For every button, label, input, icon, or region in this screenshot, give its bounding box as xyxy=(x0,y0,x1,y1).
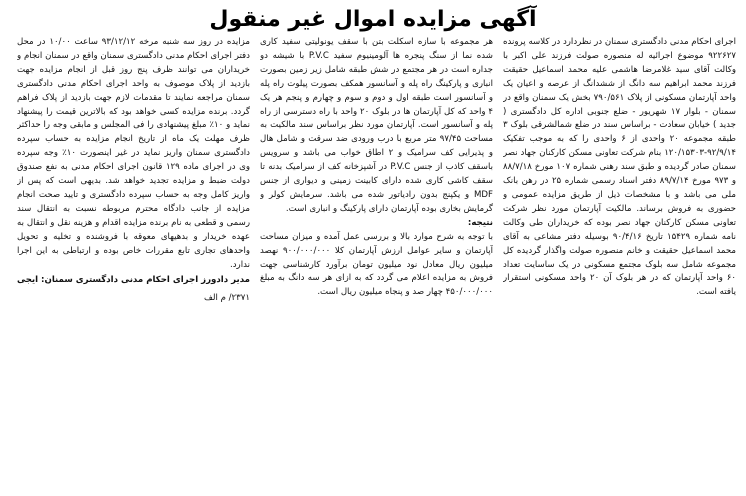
column-left xyxy=(17,36,250,486)
result-heading: نتیجه: xyxy=(467,217,493,228)
notice-title: آگهی مزایده اموال غیر منقول xyxy=(209,6,537,32)
signature: مدیر دادورز اجرای احکام مدنی دادگستری سمنان: ایجی xyxy=(17,275,250,286)
title-bar xyxy=(10,4,736,34)
column-middle-text: هر مجموعه با سازه اسکلت بتن با سقف یونولیتی سفید کاری شده نما از سنگ پنجره ها آلومینیوم سفید P.V.C با شیشه دو جداره است در هر مجتمع در شش طبقه شامل زیر زمین بصورت انباری و پارکینگ راه پله و آسانسور همکف بصورت پیلوت راه پله و آسانسور است طبقه اول و دوم و سوم و چهارم و پنجم هر یک ۴ واحد که کل آپارتمان ها در بلوک ۲۰ واحد با راه دسترسی از راه پله و آسانسور است. آپارتمان مورد نظر براساس سند مالکیت به مساحت ۹۷/۴۵ متر مربع با درب ورودی ضد سرقت و شامل هال و پذیرایی کف سرامیک و ۲ اطاق خواب می باشد و سرویس باسقف کاذب از جنس P.V.C در آشپزخانه کف از سرامیک بدنه تا سقف کاشی کاری شده دارای کابینت زمینی و دیواری از جنس MDF و یکپنج بدون رادیاتور شده می باشد. سرمایش کولر و گرمایش بخاری بوده آپارتمان دارای پارکینگ و انباری است. xyxy=(260,37,493,214)
column-right-text: اجرای احکام مدنی دادگستری سمنان در نظردارد در کلاسه پرونده ۹۲۲۶۲۷ موضوع اجرائیه له منصوره صولت فرزند علی اکبر با وکالت آقای سید غلامرضا هاشمی علیه محمد اسماعیل حقیقت فرزند محمد ابراهیم سه دانگ از ششدانگ از عرصه و اعیان یک واحد آپارتمان مسکونی از پلاک ۷۹۰/۵۶۱ بخش یک سمنان واقع در سمنان - بلوار ۱۷ شهریور - ضلع جنوبی اداره کل دادگستری ( جدید ) خیابان سعادت - براساس سند در ضلع شمالشرقی بلوک ۳ طبقه مجموعه ۲۰ واحدی از ۶ واحدی را که به موجب تفکیک ۹۲/۹/۱۴-۱۲۰/۱۵۳۰۳ بنام شرکت تعاونی مسکن کارکنان جهاد نصر سمنان صادر گردیده و طبق سند رهنی شماره ۱۰۷ مورخ ۸۸/۷/۱۸ و ۹۷۳ مورخ ۸۹/۷/۱۴ دفتر اسناد رسمی شماره ۲۵ در رهن بانک ملی می باشد و با مشخصات ذیل از طریق مزایده عمومی و حضوری به فروش برساند. مالکیت آپارتمان مورد نظر شرکت تعاونی مسکن کارکنان جهاد نصر بوده که خریداران طی وکالت نامه شماره ۱۵۴۲۹ تاریخ ۹۰/۴/۱۶ بوسیله دفتر مشاعی به آقای محمد اسماعیل حقیقت و خانم منصوره صولت واگذار گردیده کل مجموعه شامل سه بلوک مجتمع مسکونی در یک ساسایت تعداد ۶۰ واحد آپارتمان که در هر بلوک آن ۲۰ واحد مسکونی استقرار یافته است. xyxy=(503,37,736,298)
reference-code: ۲۳۷۱/ م الف xyxy=(203,293,250,304)
notice-columns xyxy=(10,36,736,486)
column-left-text: مزایده در روز سه شنبه مرخه ۹۳/۱۲/۱۲ ساعت ۱۰/۰۰ در محل دفتر اجرای احکام مدنی دادگستری سمنان واقع در سمنان انجام و خریداران می توانند ظرف پنج روز قبل از انجام مزایده جهت بازدید از پلاک موصوف به واحد اجرای احکام مدنی دادگستری سمنان مراجعه نمایند تا مقدمات لازم جهت بازدید از پلاک فراهم گردد. برنده مزایده کسی خواهد بود که بالاترین قیمت را پیشنهاد نماید و ۱۰٪ مبلغ پیشنهادی را فی المجلس و مابقی وجه را حداکثر ظرف مهلت یک ماه از تاریخ انجام مزایده به حساب سپرده دادگستری سمنان واریز نماید در غیر اینصورت ۱۰٪ وجه سپرده وی در اجرای ماده ۱۲۹ قانون اجرای احکام مدنی به نفع صندوق دولت ضبط و مزایده تجدید خواهد شد. بدیهی است که پس از واریز کامل وجه به حساب سپرده دادگستری و تایید صحت انجام مزایده از جانب دادگاه محترم مربوطه نسبت به انتقال سند رسمی و قطعی به نام برنده مزایده اقدام و هزینه نقل و انتقال به عهده خریدار و بدهیهای معوقه با فروشنده و تخلیه و تحویل واحدهای تجاری تابع مقررات خاص بوده و ارتباطی به این اجرا ندارد. xyxy=(17,37,250,270)
column-middle xyxy=(260,36,493,486)
column-right xyxy=(503,36,736,486)
result-text: با توجه به شرح موارد بالا و بررسی عمل آمده و میزان مساحت آپارتمان و سایر عوامل ارزش آپارتمان کلا ۹۰۰/۰۰۰/۰۰۰ نهصد میلیون ریال معادل نود میلیون تومان برآورد کارشناسی جهت فروش به مزایده اعلام می گردد که به ازای هر سه دانگ به مبلغ ۴۵۰/۰۰۰/۰۰۰ چهار صد و پنجاه میلیون ریال است. xyxy=(260,231,493,298)
